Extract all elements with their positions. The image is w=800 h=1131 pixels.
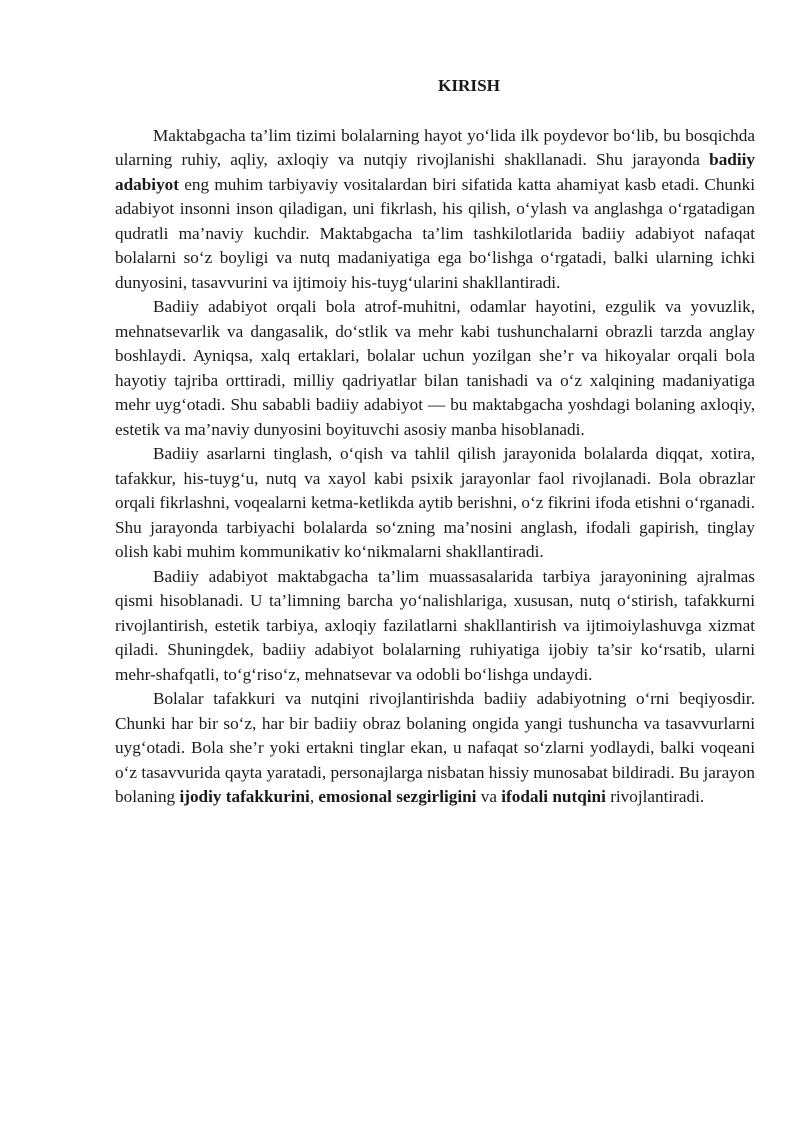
paragraph-1 (115, 124, 755, 296)
text-run: Bolalar tafakkuri va nutqini rivojlantirishda badiiy adabiyotning o‘rni beqiyosdir. Chunki har bir so‘z, har bir badiiy obraz bolaning ongida yangi tushuncha va tasavvurlarni uyg‘otadi. Bola she’r yoki ertakni tinglar ekan, u nafaqat so‘zlarni yodlaydi, balki voqeani o‘z tasavvurida qayta yaratadi, personajlarga nisbatan hissiy munosabat bildiradi. Bu jarayon bolaning (115, 689, 755, 806)
paragraph-5 (115, 687, 755, 810)
text-run: , (309, 787, 319, 806)
text-run: va (476, 787, 502, 806)
text-run: Badiiy adabiyot orqali bola atrof-muhitni, odamlar hayotini, ezgulik va yovuzlik, mehnatsevarlik va dangasalik, do‘stlik va mehr kabi tushunchalarni obrazli tarzda anglay boshlaydi. Ayniqsa, xalq ertaklari, bolalar uchun yozilgan she’r va hikoyalar orqali bola hayotiy tajriba orttiradi, milliy qadriyatlar bilan tanishadi va o‘z xalqining madaniyatiga mehr uyg‘otadi. Shu sababli badiiy adabiyot — bu maktabgacha yoshdagi bolaning axloqiy, estetik va ma’naviy dunyosini boyituvchi asosiy manba hisoblanadi. (115, 297, 755, 439)
text-run: Badiiy asarlarni tinglash, o‘qish va tahlil qilish jarayonida bolalarda diqqat, xotira, tafakkur, his-tuyg‘u, nutq va xayol kabi psixik jarayonlar faol rivojlanadi. Bola obrazlar orqali fikrlashni, voqealarni ketma-ketlikda aytib berishni, o‘z fikrini ifoda etishni o‘rganadi. Shu jarayonda tarbiyachi bolalarda so‘zning ma’nosini anglash, ifodali gapirish, tinglay olish kabi muhim kommunikativ ko‘nikmalarni shakllantiradi. (115, 444, 755, 561)
bold-term: badiiy adabiyot (115, 150, 755, 194)
paragraph-4 (115, 565, 755, 688)
text-run: rivojlantiradi. (605, 787, 705, 806)
paragraph-3 (115, 442, 755, 565)
text-run: eng muhim tarbiyaviy vositalardan biri sifatida katta ahamiyat kasb etadi. Chunki adabiyot insonni inson qiladigan, uni fikrlash, his qilish, o‘ylash va anglashga o‘rgatadigan qudratli ma’naviy kuchdir. Maktabgacha ta’lim tashkilotlarida badiiy adabiyot nafaqat bolalarni so‘z boyligi va nutq madaniyatiga ega bo‘lishga o‘rgatadi, balki ularning ichki dunyosini, tasavvurini va ijtimoiy his-tuyg‘ularini shakllantiradi. (115, 174, 755, 292)
bold-term: emosional sezgirligini (318, 787, 477, 806)
paragraph-2 (115, 295, 755, 442)
bold-term: ifodali nutqini (501, 787, 606, 806)
bold-term: ijodiy tafakkurini (179, 787, 310, 806)
page-title: KIRISH (437, 76, 501, 95)
text-run: Badiiy adabiyot maktabgacha ta’lim muassasalarida tarbiya jarayonining ajralmas qismi hisoblanadi. U ta’limning barcha yo‘nalishlariga, xususan, nutq o‘stirish, tafakkurni rivojlantirish, estetik tarbiya, axloqiy fazilatlarni shakllantirish va ijtimoiylashuvga xizmat qiladi. Shuningdek, badiiy adabiyot bolalarning ruhiyatiga ijobiy ta’sir ko‘rsatib, ularni mehr-shafqatli, to‘g‘riso‘z, mehnatsevar va odobli bo‘lishga undaydi. (115, 566, 755, 684)
text-run: Maktabgacha ta’lim tizimi bolalarning hayot yo‘lida ilk poydevor bo‘lib, bu bosqichda ularning ruhiy, aqliy, axloqiy va nutqiy rivojlanishi shakllanadi. Shu jarayonda (115, 125, 755, 169)
